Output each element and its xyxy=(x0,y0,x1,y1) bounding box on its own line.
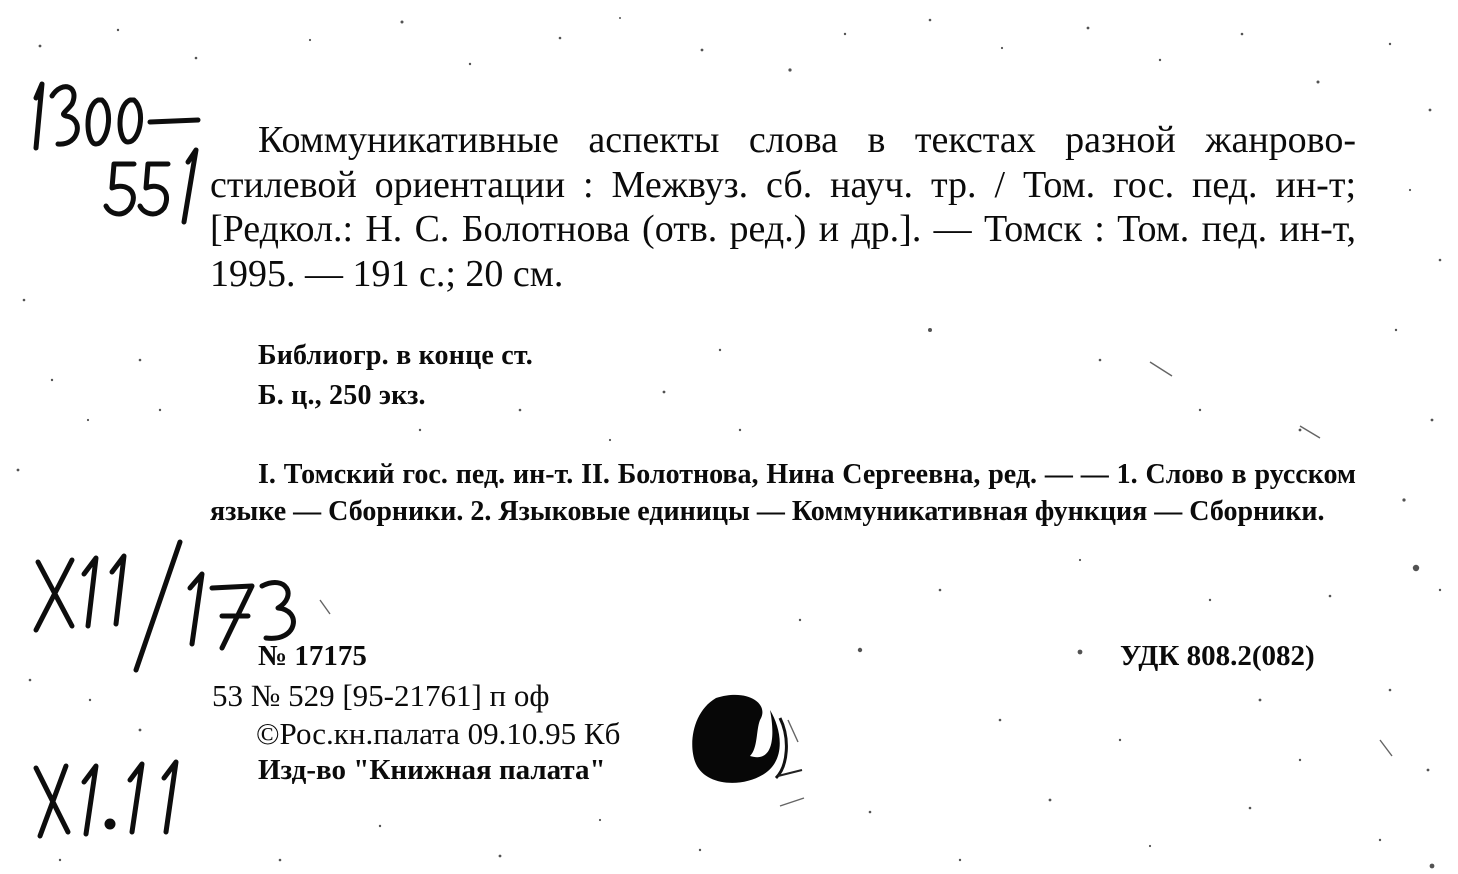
udc-code: УДК 808.2(082) xyxy=(1120,640,1315,672)
copyright-line: ©Рос.кн.палата 09.10.95 Кб xyxy=(256,716,621,751)
bibliographic-description: Коммуникативные аспекты слова в текстах разной жанрово-стилевой ориентации : Межвуз. сб. науч. тр. / Том. гос. пед. ин-т; [Редкол.: Н. С. Болотнова (отв. ред.) и др.]. — Томск : Том. пед. ин-т, 1995. — 191 с.; 20 см. xyxy=(210,119,1356,295)
note-price-copies: Б. ц., 250 экз. xyxy=(258,380,426,411)
note-bibliography: Библиогр. в конце ст. xyxy=(258,340,533,371)
handwritten-call-number xyxy=(22,70,222,230)
subject-tracings: I. Томский гос. пед. ин-т. II. Болотнова, Нина Сергеевна, ред. — — 1. Слово в русском языке — Сборники. 2. Языковые единицы — Коммуникативная функция — Сборники. xyxy=(210,459,1356,527)
order-line: 53 № 529 [95-21761] п оф xyxy=(212,678,550,713)
ink-blot xyxy=(686,690,806,790)
publisher-line: Изд-во "Книжная палата" xyxy=(258,754,606,786)
handwritten-shelf-mark-2 xyxy=(26,748,226,848)
record-number: № 17175 xyxy=(258,640,367,672)
